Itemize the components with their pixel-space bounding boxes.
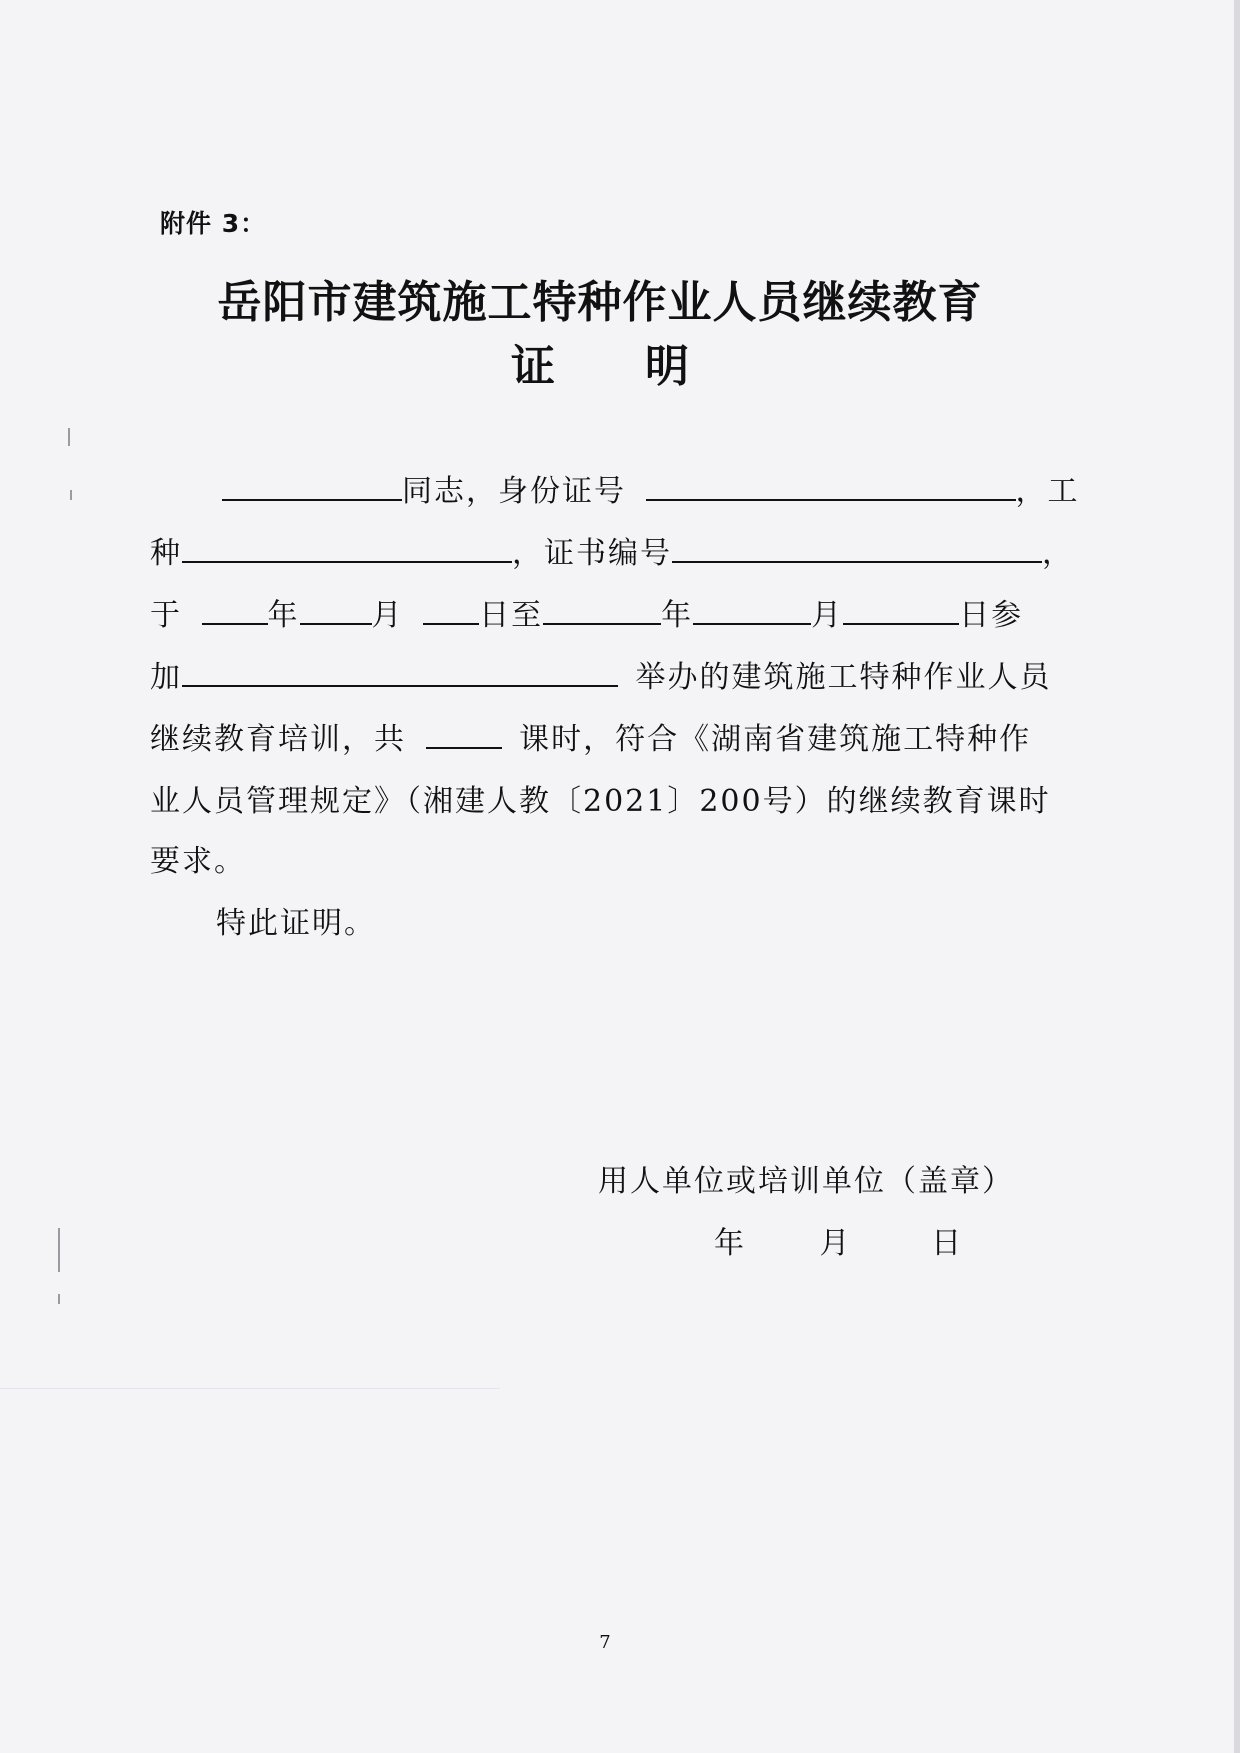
scan-mark (68, 428, 70, 446)
organized-training-text: 举办的建筑施工特种作业人员 (635, 660, 1052, 695)
from-text: 于 (150, 598, 182, 633)
page-number: 7 (599, 1632, 611, 1653)
document-subtitle: 证明 (511, 341, 779, 392)
signature-day: 日 (931, 1226, 964, 1261)
comrade-text: 同志，身份证号 (402, 474, 626, 509)
year-text-2: 年 (661, 598, 694, 633)
work-type-label-start: ，工 (1015, 474, 1080, 509)
signature-org: 用人单位或培训单位（盖章） (598, 1164, 1014, 1199)
body-line-4 (150, 652, 1052, 696)
scan-mark (70, 490, 72, 500)
certificate-number-label: ，证书编号 (512, 536, 672, 571)
certificate-number-blank[interactable] (672, 535, 1042, 563)
year-text: 年 (267, 598, 300, 633)
work-type-blank[interactable] (182, 535, 512, 563)
day-to-text: 日至 (479, 598, 544, 633)
end-day-blank[interactable] (843, 597, 959, 625)
work-type-label-end: 种 (150, 536, 182, 571)
body-line-7 (150, 836, 246, 880)
training-total-text: 继续教育培训，共 (150, 722, 406, 757)
scan-edge (1234, 0, 1240, 1753)
hours-compliance-text: 课时，符合《湖南省建筑施工特种作 (519, 722, 1032, 757)
organizer-blank[interactable] (182, 659, 618, 687)
body-line-5 (150, 714, 1031, 758)
regulation-text: 业人员管理规定》（湘建人教〔2021〕200号）的继续教育课时 (150, 784, 1051, 819)
name-blank[interactable] (222, 473, 402, 501)
scan-mark (58, 1294, 60, 1304)
annex-label: 附件 3： (160, 209, 267, 238)
certify-text: 特此证明。 (216, 906, 376, 941)
day-join-text: 日参 (959, 598, 1024, 633)
month-text-2: 月 (811, 598, 844, 633)
hours-blank[interactable] (426, 721, 502, 749)
body-line-2 (150, 528, 1074, 572)
body-line-6 (150, 776, 1051, 820)
scan-fold-line (0, 1388, 500, 1389)
document-title: 岳阳市建筑施工特种作业人员继续教育 (217, 277, 983, 328)
signature-month: 月 (819, 1226, 852, 1261)
start-day-blank[interactable] (423, 597, 479, 625)
comma-text: ， (1042, 536, 1074, 571)
requirement-text: 要求。 (150, 844, 246, 879)
scan-mark (58, 1228, 60, 1272)
end-month-blank[interactable] (693, 597, 811, 625)
month-text: 月 (371, 598, 404, 633)
join-text: 加 (150, 660, 182, 695)
signature-date (714, 1218, 963, 1262)
start-year-blank[interactable] (202, 597, 268, 625)
certify-line (216, 898, 376, 942)
signature-year: 年 (714, 1226, 746, 1261)
id-number-blank[interactable] (646, 473, 1016, 501)
end-year-blank[interactable] (543, 597, 661, 625)
body-line-1 (222, 466, 1080, 510)
start-month-blank[interactable] (300, 597, 372, 625)
body-line-3 (150, 590, 1023, 634)
